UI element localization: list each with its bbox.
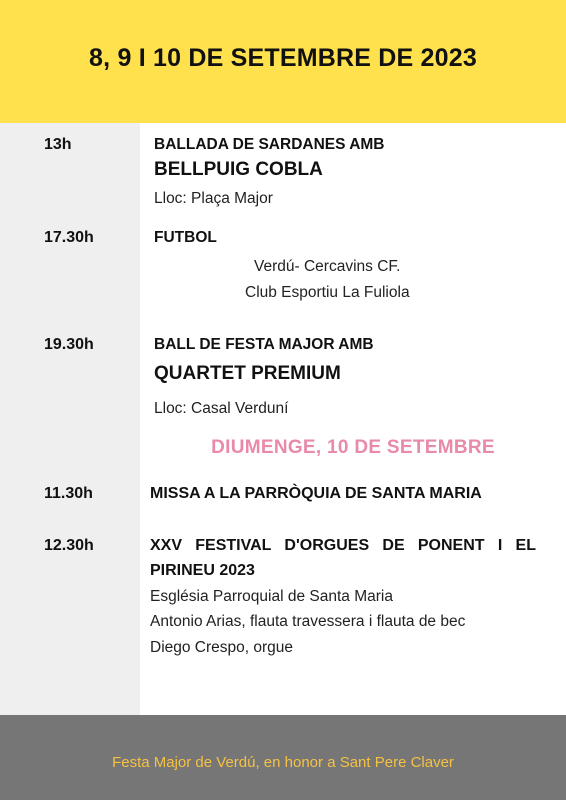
event-detail: Verdú- Cercavins CF. [254,258,401,275]
event-title: XXV FESTIVAL D'ORGUES DE PONENT I EL [150,537,536,554]
event-title: BALLADA DE SARDANES AMB [154,136,385,153]
event-title: BALL DE FESTA MAJOR AMB [154,336,374,353]
event-subtitle: BELLPUIG COBLA [154,159,323,180]
time-column-background [0,123,140,715]
event-title-continued: PIRINEU 2023 [150,562,255,579]
event-time: 11.30h [44,485,93,502]
page-title: 8, 9 I 10 DE SETEMBRE DE 2023 [89,44,477,72]
event-subtitle: QUARTET PREMIUM [154,363,341,384]
footer-text: Festa Major de Verdú, en honor a Sant Pere Claver [112,754,454,771]
event-place: Lloc: Plaça Major [154,190,273,207]
event-title: FUTBOL [154,229,217,246]
event-detail: Antonio Arias, flauta travessera i flauta de bec [150,613,466,630]
event-detail: Club Esportiu La Fuliola [245,284,410,301]
event-time: 19.30h [44,336,94,353]
event-time: 17.30h [44,229,94,246]
event-place: Lloc: Casal Verduní [154,400,289,417]
event-time: 12.30h [44,537,94,554]
event-time: 13h [44,136,72,153]
event-title: MISSA A LA PARRÒQUIA DE SANTA MARIA [150,485,482,502]
event-detail: Església Parroquial de Santa Maria [150,588,393,605]
day-heading: DIUMENGE, 10 DE SETEMBRE [211,437,495,458]
event-detail: Diego Crespo, orgue [150,639,294,656]
footer-banner [0,715,566,800]
header-banner [0,0,566,123]
